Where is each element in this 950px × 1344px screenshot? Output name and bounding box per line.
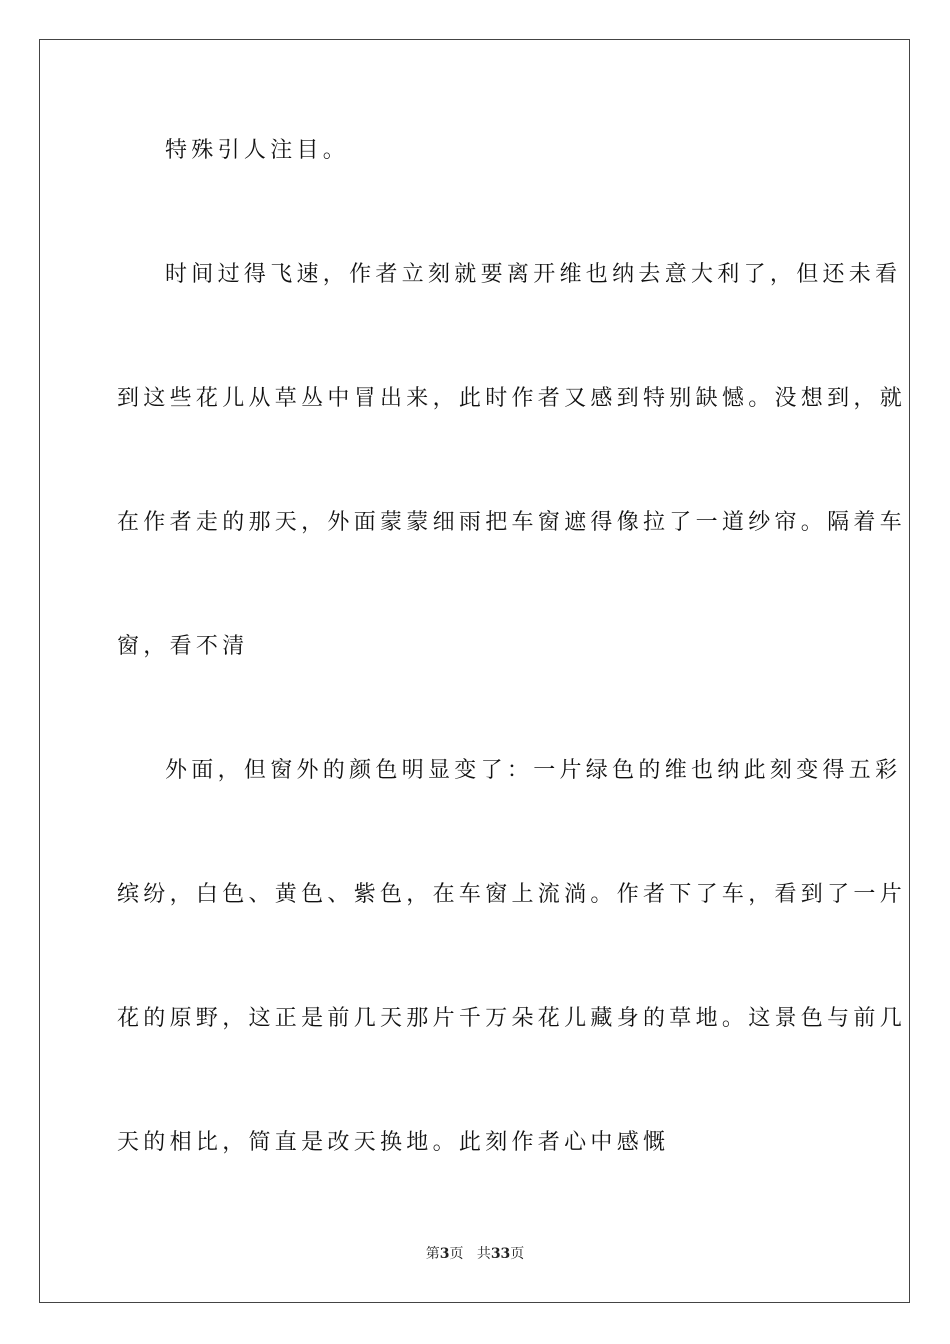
page-number: 3 [439,1246,450,1262]
paragraph-line: 到这些花儿从草丛中冒出来，此时作者又感到特别缺憾。没想到，就 [117,386,907,411]
page-prefix: 第 [425,1246,440,1262]
paragraph-line: 特殊引人注目。 [165,138,350,163]
page-suffix: 页 [449,1246,464,1262]
paragraph-line: 时间过得飞速，作者立刻就要离开维也纳去意大利了，但还未看 [165,262,902,287]
paragraph-line: 缤纷，白色、黄色、紫色，在车窗上流淌。作者下了车，看到了一片 [117,882,907,907]
paragraph-line: 窗，看不清 [117,634,249,659]
total-pages: 33 [490,1246,511,1262]
paragraph-line: 花的原野，这正是前几天那片千万朵花儿藏身的草地。这景色与前几 [117,1006,907,1031]
paragraph-line: 外面，但窗外的颜色明显变了：一片绿色的维也纳此刻变得五彩 [165,758,902,783]
paragraph-line: 天的相比，简直是改天换地。此刻作者心中感慨 [117,1130,670,1155]
page-frame [39,39,910,1303]
total-prefix: 共 [476,1246,491,1262]
total-suffix: 页 [510,1246,525,1262]
page-footer [0,1245,950,1263]
paragraph-line: 在作者走的那天，外面蒙蒙细雨把车窗遮得像拉了一道纱帘。隔着车 [117,510,907,535]
